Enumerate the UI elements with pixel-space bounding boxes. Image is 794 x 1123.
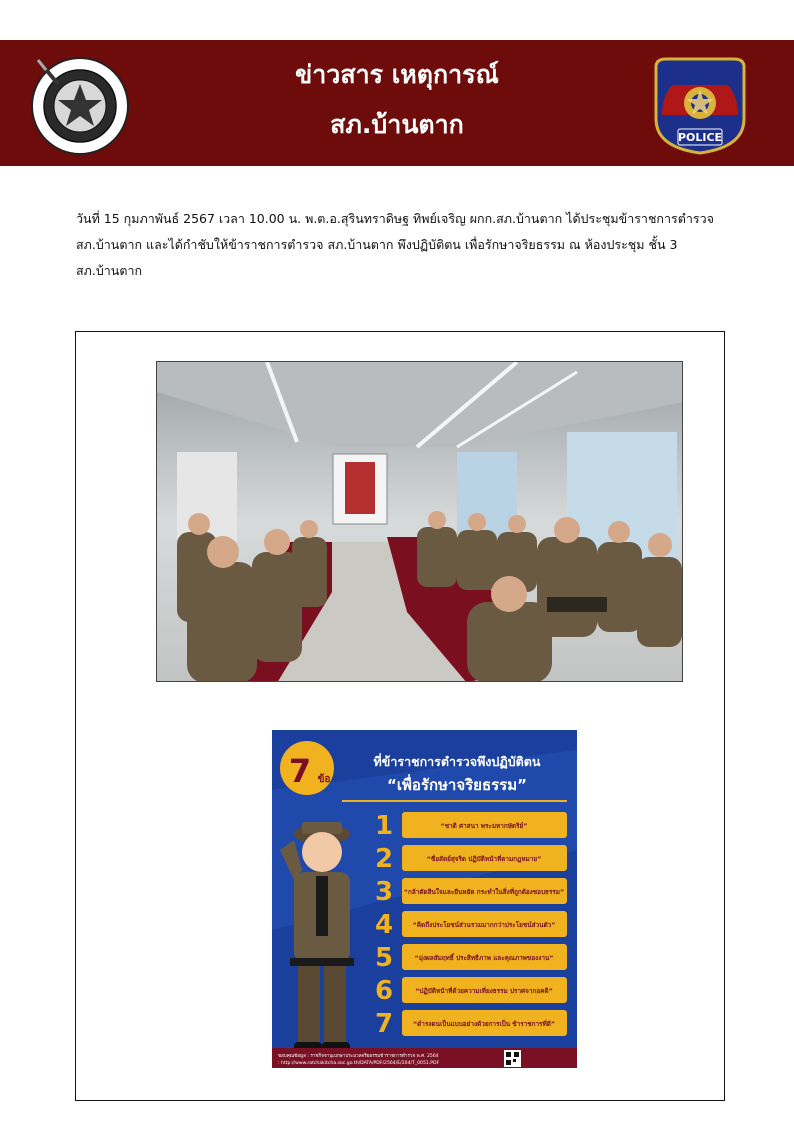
poster-item-text: “กล้าตัดสินใจและยืนหยัด กระทำในสิ่งที่ถูกต้องชอบธรรม” bbox=[403, 888, 565, 896]
poster-headline: ที่ข้าราชการตำรวจพึงปฏิบัติตน bbox=[373, 754, 541, 769]
article-paragraph: วันที่ 15 กุมภาพันธ์ 2567 เวลา 10.00 น. พ.ต.อ.สุรินทราดิษฐ ทิพย์เจริญ ผกก.สภ.บ้านตาก ได้ประชุมข้าราชการตำรวจ สภ.บ้านตาก และได้กำชับให้ข้าราชการตำรวจ สภ.บ้านตาก พึงปฏิบัติตน เพื่อรักษาจริยธรรม ณ ห้องประชุม ชั้น 3 สภ.บ้านตาก bbox=[76, 211, 714, 278]
poster-item-text: “ดำรงตนเป็นแบบอย่างด้วยการเป็น ข้าราชการที่ดี” bbox=[412, 1020, 556, 1028]
poster-item-number: 7 bbox=[374, 1009, 394, 1039]
poster-footer-line1: ขอบคุณข้อมูล : ราชกิจจานุเบกษาประมวลจริยธรรมข้าราชการตำรวจ พ.ศ. 2564 bbox=[278, 1054, 439, 1059]
poster-item-number: 1 bbox=[374, 811, 394, 841]
provincial-police-badge-icon bbox=[652, 57, 748, 155]
poster-badge-suffix: ข้อ bbox=[317, 774, 331, 785]
poster-item-text: “คิดถึงประโยชน์ส่วนรวมมากกว่าประโยชน์ส่วนตัว” bbox=[412, 921, 556, 929]
poster-subheadline: “เพื่อรักษาจริยธรรม” bbox=[387, 776, 527, 794]
poster-footer-line2: : http://www.ratchakitcha.soc.go.th/DATA/PDF/2564/E/204/T_0051.PDF bbox=[278, 1061, 440, 1066]
poster-item-number: 5 bbox=[374, 943, 394, 973]
poster-item-number: 4 bbox=[374, 910, 394, 940]
poster-item-number: 3 bbox=[374, 877, 394, 907]
poster-item bbox=[375, 811, 567, 841]
meeting-room-photo bbox=[156, 361, 683, 682]
poster-item bbox=[375, 976, 567, 1006]
poster-item-text: “ปฏิบัติหน้าที่ด้วยความเที่ยงธรรม ปราศจากอคติ” bbox=[415, 987, 553, 995]
header-banner bbox=[0, 40, 794, 166]
poster-item bbox=[375, 910, 567, 940]
poster-item bbox=[375, 1009, 567, 1039]
poster-item-text: “มุ่งผลสัมฤทธิ์ ประสิทธิภาพ และคุณภาพของงาน” bbox=[414, 954, 554, 962]
poster-item-number: 6 bbox=[374, 976, 394, 1006]
poster-item-number: 2 bbox=[374, 844, 394, 874]
badge-police-label: POLICE bbox=[677, 131, 723, 144]
poster-item bbox=[375, 877, 567, 907]
poster-item-text: “ชาติ ศาสนา พระมหากษัตริย์” bbox=[440, 822, 528, 830]
ethics-poster bbox=[272, 730, 577, 1068]
poster-badge-number: 7 bbox=[288, 752, 312, 790]
poster-item-text: “ซื่อสัตย์สุจริต ปฏิบัติหน้าที่ตามกฎหมาย” bbox=[426, 855, 542, 863]
ethics-poster-graphic bbox=[272, 730, 577, 1068]
banner-subtitle: สภ.บ้านตาก bbox=[330, 110, 464, 139]
banner-title: ข่าวสาร เหตุการณ์ bbox=[295, 60, 499, 89]
poster-item bbox=[375, 943, 567, 973]
meeting-room-photo-icon bbox=[157, 362, 683, 682]
poster-item bbox=[375, 844, 567, 874]
